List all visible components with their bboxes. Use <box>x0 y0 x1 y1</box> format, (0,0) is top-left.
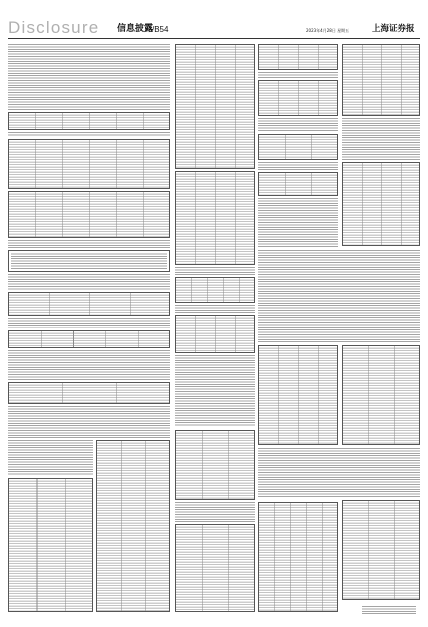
data-table <box>175 44 255 169</box>
data-table <box>8 191 170 238</box>
data-table <box>8 478 93 612</box>
newspaper-name: 上海证券报 <box>372 24 415 34</box>
article-text <box>175 355 255 427</box>
data-table <box>175 171 255 265</box>
masthead-english: Disclosure <box>8 18 100 37</box>
article-text <box>258 198 338 248</box>
article-text <box>8 350 170 380</box>
article-text <box>8 274 170 290</box>
section-title: 信息披露 <box>117 24 154 34</box>
article-text <box>258 118 338 132</box>
data-table <box>342 500 420 600</box>
article-text <box>258 162 338 170</box>
data-table <box>258 345 338 445</box>
data-table <box>342 162 420 246</box>
data-table <box>258 134 338 160</box>
data-table <box>342 44 420 116</box>
data-table <box>8 112 170 130</box>
data-table <box>258 44 338 70</box>
article-text <box>258 250 420 342</box>
data-table <box>175 430 255 500</box>
data-table <box>258 80 338 116</box>
data-table <box>8 382 170 404</box>
data-table <box>258 502 338 612</box>
data-table <box>175 524 255 612</box>
article-text <box>258 72 338 78</box>
article-text <box>8 132 170 137</box>
data-table <box>342 345 420 445</box>
article-text <box>8 406 170 438</box>
article-text <box>8 318 170 328</box>
data-table <box>258 172 338 196</box>
article-text <box>342 118 420 160</box>
signature-lines <box>362 606 416 614</box>
data-table <box>8 292 170 316</box>
boxed-note <box>8 250 170 272</box>
article-text <box>175 502 255 522</box>
article-text <box>175 267 255 275</box>
article-text <box>175 305 255 313</box>
data-table <box>96 440 170 612</box>
article-text <box>8 440 93 476</box>
page-number: /B54 <box>152 25 169 34</box>
data-table <box>8 139 170 189</box>
article-text <box>8 240 170 248</box>
data-table <box>175 277 255 303</box>
header-rule <box>8 38 420 39</box>
data-table <box>8 330 170 348</box>
article-text <box>8 44 170 110</box>
article-text <box>258 448 420 498</box>
issue-date: 2023年4月28日 星期五 <box>306 28 350 33</box>
data-table <box>175 315 255 353</box>
